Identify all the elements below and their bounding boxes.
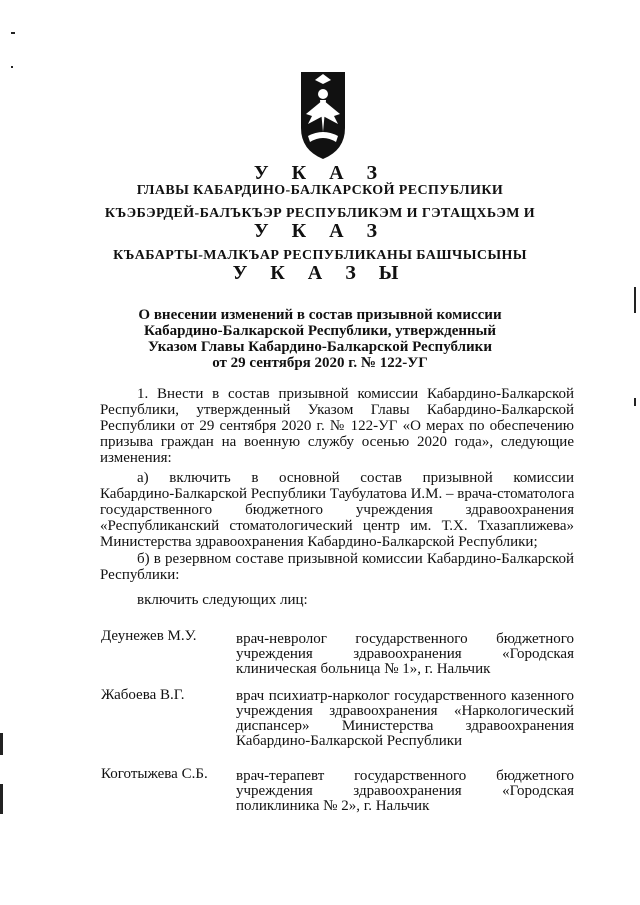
paragraph-1 bbox=[100, 386, 574, 466]
text-line: Республики от 29 сентября 2020 г. № 122-УГ «О мерах по обеспечению bbox=[100, 418, 574, 434]
text-line: врач-невролог государственного бюджетного bbox=[236, 632, 574, 647]
scan-speck bbox=[11, 32, 15, 34]
decree-title-krc: У К А З Ы bbox=[232, 262, 408, 284]
text-line: призыва граждан на военную службу осенью 2020 года», следующие bbox=[100, 434, 574, 450]
subject-line: от 29 сентября 2020 г. № 122-УГ bbox=[212, 355, 428, 371]
text-line: учреждения здравоохранения «Наркологический bbox=[236, 704, 574, 719]
subject-line: Кабардино-Балкарской Республики, утвержденный bbox=[143, 323, 497, 339]
subject-line: О внесении изменений в состав призывной комиссии bbox=[138, 307, 502, 323]
coat-of-arms-emblem bbox=[298, 70, 348, 160]
text-line: изменения: bbox=[100, 450, 172, 466]
scan-speck bbox=[11, 66, 13, 68]
scan-edge-mark bbox=[0, 784, 3, 814]
paragraph-a bbox=[100, 470, 574, 550]
header-line-kbd: КЪЭБЭРДЕЙ-БАЛЪКЪЭР РЕСПУБЛИКЭМ И ГЭТАЩХЬЭМ И bbox=[104, 206, 536, 221]
scan-edge-mark bbox=[634, 398, 636, 406]
text-line: диспансер» Министерства здравоохранения bbox=[236, 719, 574, 734]
person-name: Жабоева В.Г. bbox=[101, 687, 185, 703]
text-line: «Республиканский стоматологический центр им. Т.Х. Тхазаплижева» bbox=[100, 518, 574, 534]
text-line: клиническая больница № 1», г. Нальчик bbox=[236, 662, 491, 677]
text-line: Кабардино-Балкарской Республики Таубулатова И.М. – врача-стоматолога bbox=[100, 486, 574, 502]
header-line-krc: КЪАБАРТЫ-МАЛКЪАР РЕСПУБЛИКАНЫ БАШЧЫСЫНЫ bbox=[113, 248, 527, 263]
decree-title-kbd: У К А З bbox=[253, 220, 387, 242]
person-description bbox=[236, 632, 574, 677]
paragraph-include bbox=[100, 592, 574, 608]
text-line: включить следующих лиц: bbox=[137, 592, 308, 608]
subject-line: Указом Главы Кабардино-Балкарской Республики bbox=[148, 339, 492, 355]
text-line: 1. Внести в состав призывной комиссии Кабардино-Балкарской bbox=[137, 386, 574, 402]
paragraph-b bbox=[100, 551, 574, 583]
text-line: Республики: bbox=[100, 567, 180, 583]
text-line: врач-терапевт государственного бюджетного bbox=[236, 769, 574, 784]
scan-edge-mark bbox=[0, 733, 3, 755]
decree-title-ru: У К А З bbox=[253, 162, 387, 184]
person-description bbox=[236, 689, 574, 749]
scan-edge-mark bbox=[634, 287, 636, 313]
text-line: поликлиника № 2», г. Нальчик bbox=[236, 799, 430, 814]
person-name: Деунежев М.У. bbox=[101, 628, 197, 644]
text-line: Республики, утвержденный Указом Главы Кабардино-Балкарской bbox=[100, 402, 574, 418]
text-line: учреждения здравоохранения «Городская bbox=[236, 647, 574, 662]
person-name: Коготыжева С.Б. bbox=[101, 766, 208, 782]
text-line: учреждения здравоохранения «Городская bbox=[236, 784, 574, 799]
text-line: Министерства здравоохранения Кабардино-Балкарской Республики; bbox=[100, 534, 538, 550]
header-line-ru: ГЛАВЫ КАБАРДИНО-БАЛКАРСКОЙ РЕСПУБЛИКИ bbox=[136, 183, 504, 198]
decree-subject bbox=[0, 307, 640, 371]
text-line: врач психиатр-нарколог государственного казенного bbox=[236, 689, 574, 704]
text-line: б) в резервном составе призывной комиссии Кабардино-Балкарской bbox=[137, 551, 574, 567]
text-line: Кабардино-Балкарской Республики bbox=[236, 734, 463, 749]
text-line: а) включить в основной состав призывной комиссии bbox=[137, 470, 574, 486]
person-description bbox=[236, 769, 574, 814]
text-line: государственного бюджетного учреждения здравоохранения bbox=[100, 502, 574, 518]
